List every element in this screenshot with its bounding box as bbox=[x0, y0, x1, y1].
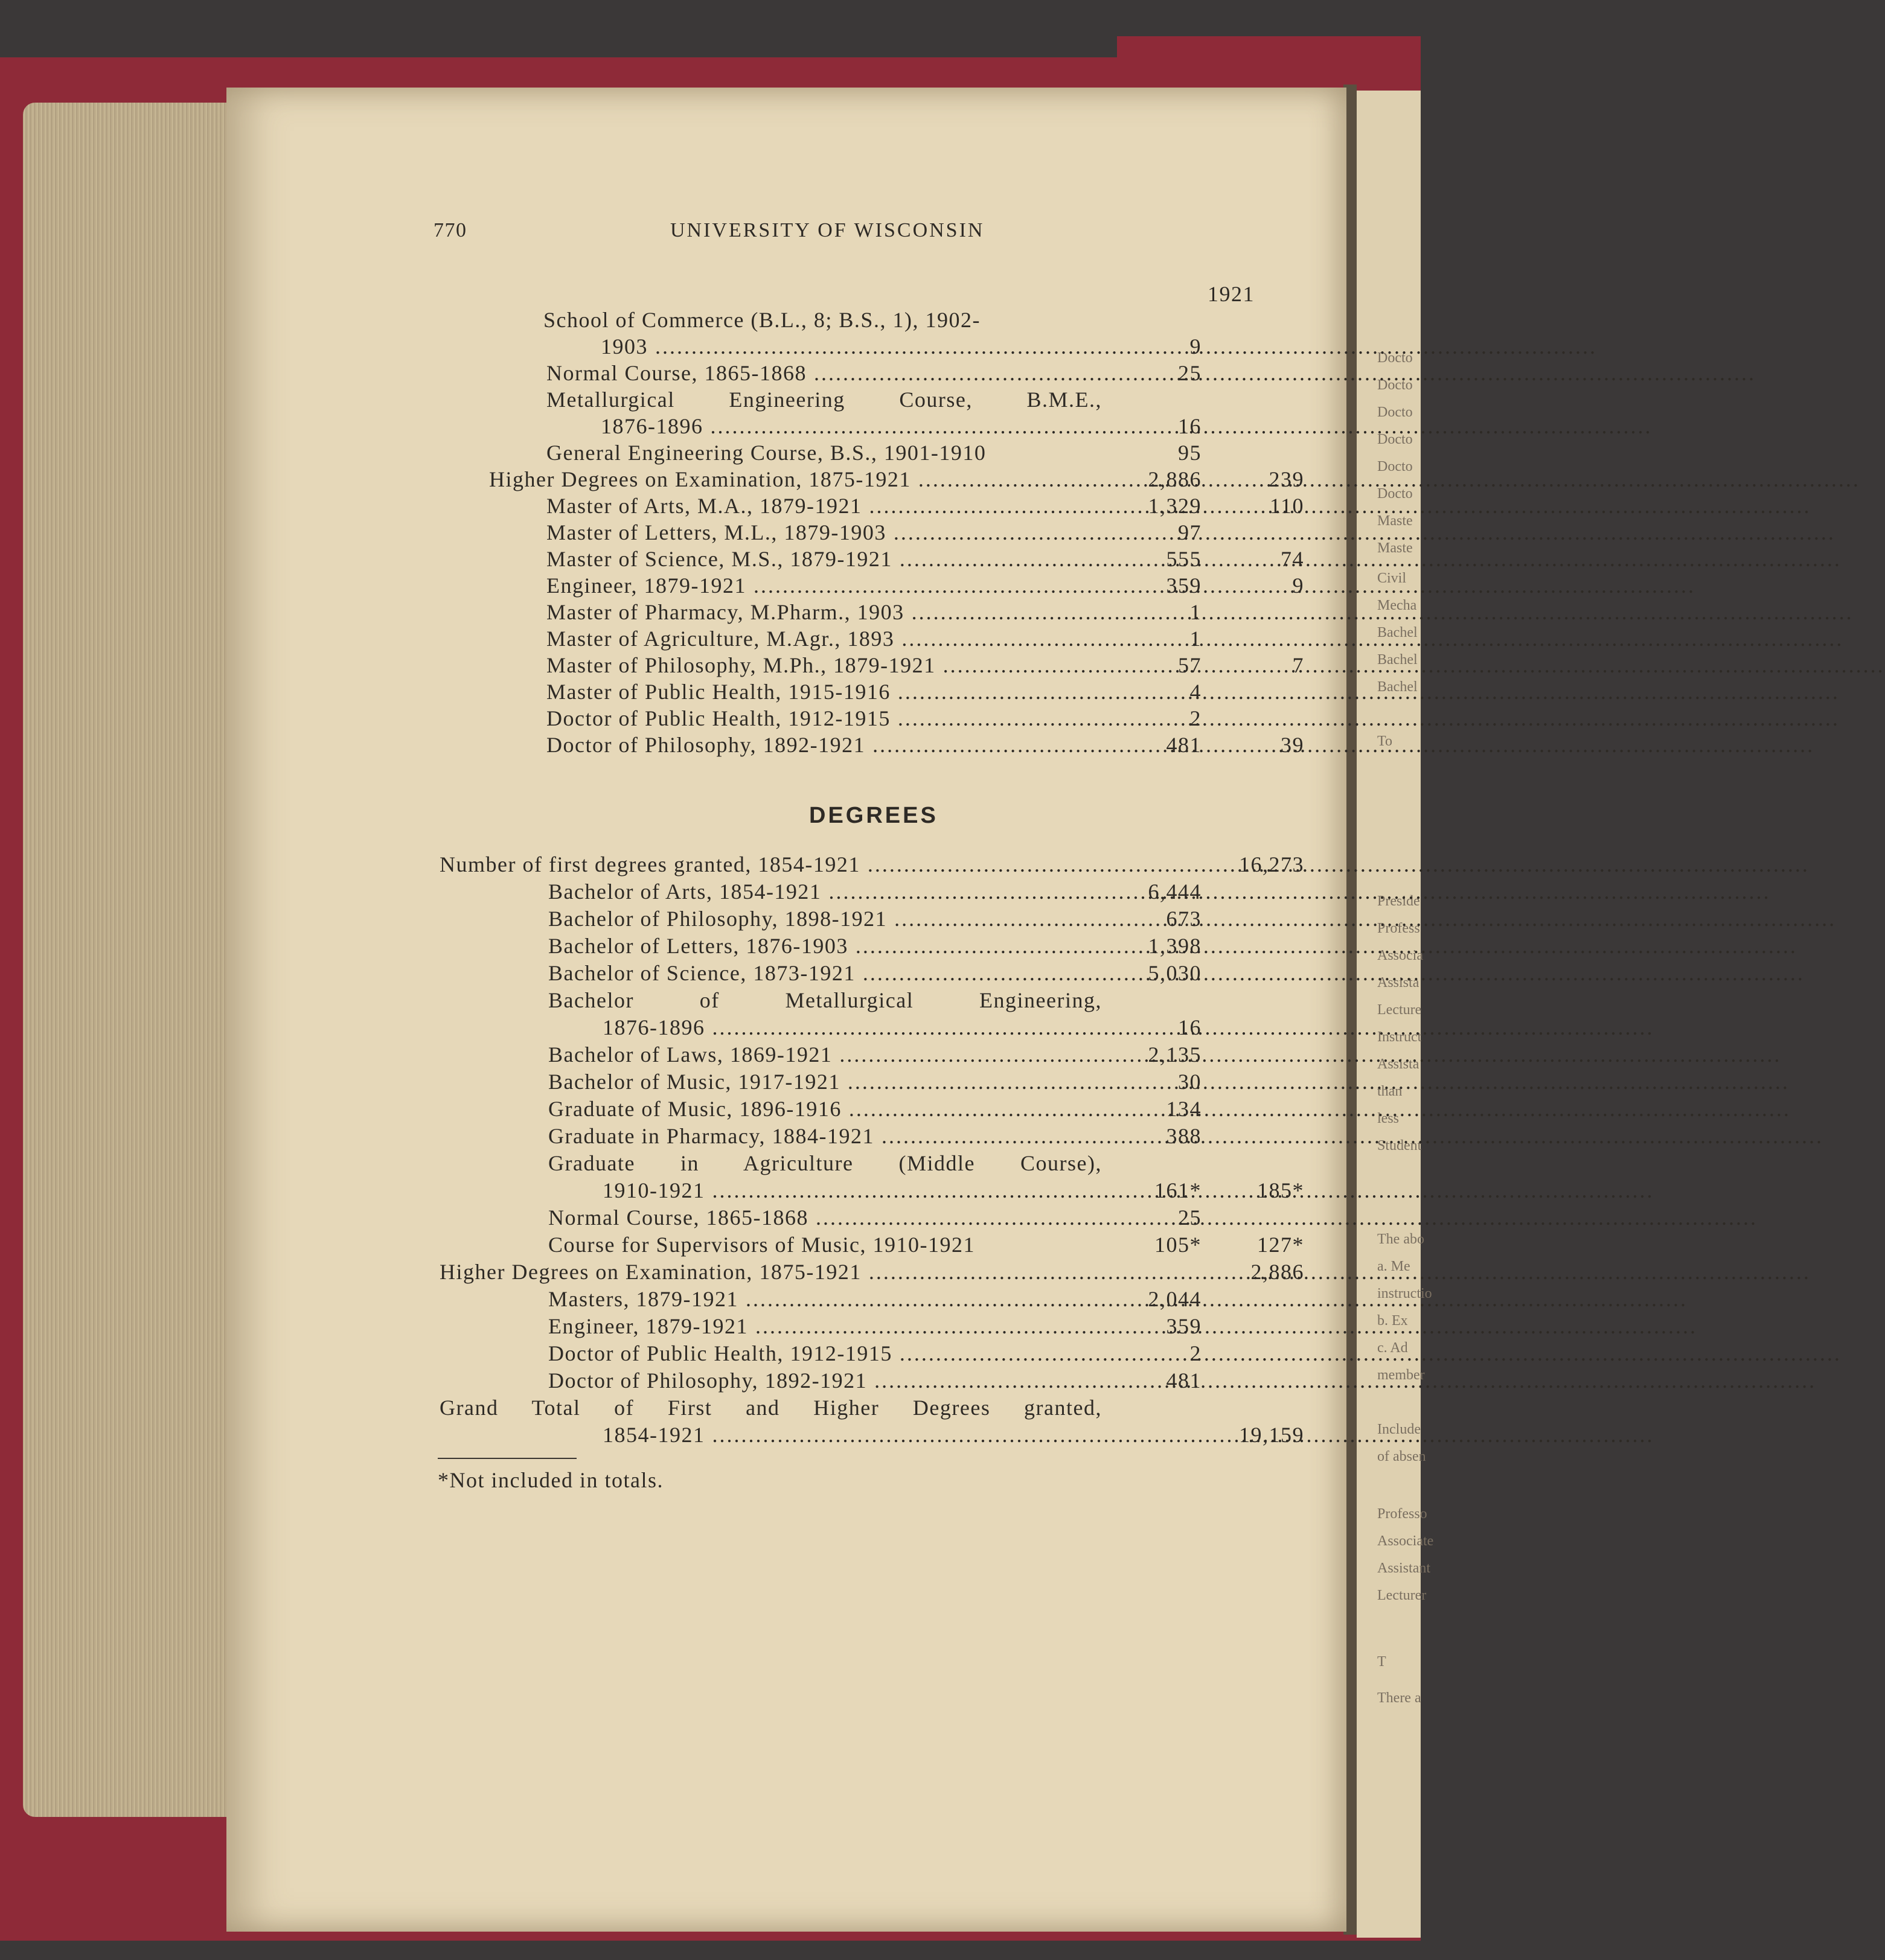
row-label: Graduate of Music, 1896-1916 ..... bbox=[548, 1096, 1102, 1122]
table-row bbox=[440, 1259, 1304, 1285]
value-count: 105* bbox=[1154, 1233, 1202, 1257]
facing-page-fragment: To bbox=[1377, 733, 1392, 749]
value-count: 481 bbox=[1166, 733, 1202, 757]
value-count: 161* bbox=[1154, 1178, 1202, 1202]
footnote: *Not included in totals. bbox=[438, 1468, 664, 1492]
table-row bbox=[603, 1422, 1304, 1448]
row-label: Normal Course, 1865-1868 ..... bbox=[546, 360, 1102, 386]
value-1921: 127* bbox=[1257, 1233, 1304, 1257]
value-1921: 39 bbox=[1281, 733, 1304, 757]
table-row bbox=[548, 1340, 1304, 1367]
table-row bbox=[603, 1177, 1304, 1204]
facing-page-fragment: Preside bbox=[1377, 893, 1420, 909]
value-count: 57 bbox=[1178, 653, 1202, 677]
value-1921: 2,886 bbox=[1250, 1260, 1304, 1284]
table-row bbox=[440, 1394, 1304, 1421]
row-label: Course for Supervisors of Music, 1910-1921 bbox=[548, 1233, 975, 1257]
facing-page-fragment: Docto bbox=[1377, 486, 1413, 502]
row-label: Master of Arts, M.A., 1879-1921 ..... bbox=[546, 493, 1102, 519]
value-count: 4 bbox=[1189, 680, 1202, 704]
facing-page-fragment: member bbox=[1377, 1367, 1425, 1383]
facing-page-fragment: a. Me bbox=[1377, 1259, 1410, 1274]
table-row bbox=[548, 1204, 1304, 1231]
facing-page-fragment: Assista bbox=[1377, 1056, 1419, 1072]
row-label: Master of Pharmacy, M.Pharm., 1903 ..... bbox=[546, 599, 1102, 625]
facing-page-fragment: Docto bbox=[1377, 432, 1413, 447]
row-label: Bachelor of Science, 1873-1921 ..... bbox=[548, 960, 1102, 986]
table-row bbox=[546, 705, 1304, 732]
row-label: Masters, 1879-1921 ..... bbox=[548, 1286, 1102, 1312]
table-row bbox=[546, 599, 1304, 625]
value-1921: 110 bbox=[1269, 494, 1304, 518]
table-row bbox=[546, 519, 1304, 546]
facing-page-fragment: Docto bbox=[1377, 377, 1413, 393]
table-row bbox=[548, 987, 1304, 1014]
facing-page-fragment: Instruct bbox=[1377, 1029, 1422, 1045]
value-count: 16 bbox=[1178, 414, 1202, 438]
value-1921: 239 bbox=[1269, 467, 1304, 491]
row-label: Doctor of Public Health, 1912-1915 ..... bbox=[548, 1340, 1102, 1367]
table-row bbox=[601, 413, 1304, 439]
value-count: 481 bbox=[1166, 1368, 1202, 1393]
value-count: 2 bbox=[1189, 1341, 1202, 1365]
facing-page-fragment: Maste bbox=[1377, 513, 1413, 529]
row-label: Higher Degrees on Examination, 1875-1921 ..... bbox=[489, 466, 1102, 493]
facing-page-fragment: Mecha bbox=[1377, 598, 1417, 613]
table-row bbox=[548, 1313, 1304, 1339]
table-row bbox=[546, 572, 1304, 599]
value-count: 95 bbox=[1178, 441, 1202, 465]
value-count: 9 bbox=[1189, 334, 1202, 359]
row-label: Engineer, 1879-1921 ..... bbox=[546, 572, 1102, 599]
table-row bbox=[548, 1231, 1304, 1258]
row-label: Master of Science, M.S., 1879-1921 ..... bbox=[546, 546, 1102, 572]
row-label: Graduate in Agriculture (Middle Course), bbox=[548, 1151, 1102, 1175]
facing-page-fragment: Lecturer bbox=[1377, 1588, 1427, 1603]
table-row bbox=[489, 466, 1304, 493]
value-count: 1,398 bbox=[1148, 934, 1202, 958]
value-count: 134 bbox=[1166, 1097, 1202, 1121]
value-1921: 16,273 bbox=[1239, 852, 1304, 876]
row-label: Metallurgical Engineering Course, B.M.E., bbox=[546, 388, 1102, 412]
facing-page-fragment: T bbox=[1377, 1654, 1386, 1670]
table-row bbox=[548, 1123, 1304, 1149]
table-row bbox=[548, 1068, 1304, 1095]
facing-page-fragment: c. Ad bbox=[1377, 1340, 1408, 1356]
row-label: 1910-1921 ..... bbox=[603, 1177, 1102, 1204]
page-number: 770 bbox=[434, 219, 467, 241]
table-row bbox=[546, 493, 1304, 519]
row-label: Normal Course, 1865-1868 ..... bbox=[548, 1204, 1102, 1231]
row-label: Doctor of Philosophy, 1892-1921 ..... bbox=[546, 732, 1102, 758]
value-count: 5,030 bbox=[1148, 961, 1202, 985]
row-label: Master of Public Health, 1915-1916 ..... bbox=[546, 678, 1102, 705]
table-row bbox=[548, 933, 1304, 959]
value-count: 97 bbox=[1178, 520, 1202, 544]
row-label: School of Commerce (B.L., 8; B.S., 1), 1902- bbox=[543, 308, 981, 332]
row-label: Graduate in Pharmacy, 1884-1921 ..... bbox=[548, 1123, 1102, 1149]
table-row bbox=[546, 625, 1304, 652]
facing-page-fragment: The abo bbox=[1377, 1231, 1424, 1247]
value-count: 555 bbox=[1166, 547, 1202, 571]
table-row bbox=[548, 905, 1304, 932]
facing-page-fragment: Assistant bbox=[1377, 1560, 1431, 1576]
column-year: 1921 bbox=[1208, 282, 1255, 306]
degrees-heading: DEGREES bbox=[809, 803, 938, 828]
facing-page-fragment: Lecture bbox=[1377, 1002, 1422, 1018]
facing-page-fragment: than bbox=[1377, 1084, 1403, 1099]
facing-page-fragment: Docto bbox=[1377, 350, 1413, 366]
value-1921: 9 bbox=[1292, 573, 1304, 598]
table-row bbox=[548, 1041, 1304, 1068]
value-count: 1,329 bbox=[1148, 494, 1202, 518]
row-label: Master of Letters, M.L., 1879-1903 ..... bbox=[546, 519, 1102, 546]
value-count: 25 bbox=[1178, 361, 1202, 385]
row-label: Number of first degrees granted, 1854-1921 ..... bbox=[440, 851, 1102, 878]
facing-page-fragment: Include bbox=[1377, 1422, 1421, 1437]
facing-page-fragment: Docto bbox=[1377, 459, 1413, 474]
table-row bbox=[546, 678, 1304, 705]
table-row bbox=[543, 307, 1304, 333]
value-count: 359 bbox=[1166, 573, 1202, 598]
page-edges bbox=[23, 103, 240, 1817]
running-title: UNIVERSITY OF WISCONSIN bbox=[670, 219, 985, 241]
table-row bbox=[548, 1286, 1304, 1312]
table-row bbox=[548, 1150, 1304, 1176]
table-row bbox=[603, 1014, 1304, 1041]
row-label: 1903 ..... bbox=[601, 333, 1102, 360]
facing-page-fragment: of absen bbox=[1377, 1449, 1426, 1464]
row-label: 1854-1921 ..... bbox=[603, 1422, 1102, 1448]
facing-page-fragment: Bachel bbox=[1377, 625, 1418, 640]
value-count: 388 bbox=[1166, 1124, 1202, 1148]
row-label: Master of Agriculture, M.Agr., 1893 ..... bbox=[546, 625, 1102, 652]
row-label: Bachelor of Philosophy, 1898-1921 ..... bbox=[548, 905, 1102, 932]
facing-page-fragment: b. Ex bbox=[1377, 1313, 1408, 1329]
value-count: 2,886 bbox=[1148, 467, 1202, 491]
value-count: 1 bbox=[1189, 600, 1202, 624]
table-row bbox=[548, 1096, 1304, 1122]
row-label: 1876-1896 ..... bbox=[603, 1014, 1102, 1041]
value-1921: 74 bbox=[1281, 547, 1304, 571]
facing-page-fragment: less bbox=[1377, 1111, 1399, 1126]
book-cover-top bbox=[1117, 36, 1421, 91]
value-count: 16 bbox=[1178, 1015, 1202, 1039]
facing-page-fragment: Profess bbox=[1377, 921, 1420, 936]
row-label: Engineer, 1879-1921 ..... bbox=[548, 1313, 1102, 1339]
table-row bbox=[546, 732, 1304, 758]
facing-page-fragment: Associa bbox=[1377, 948, 1423, 963]
value-count: 30 bbox=[1178, 1070, 1202, 1094]
facing-page-fragment: There a bbox=[1377, 1690, 1421, 1706]
row-label: Bachelor of Arts, 1854-1921 ..... bbox=[548, 878, 1102, 905]
value-1921: 185* bbox=[1257, 1178, 1304, 1202]
facing-page-fragment: Docto bbox=[1377, 404, 1413, 420]
row-label: Bachelor of Metallurgical Engineering, bbox=[548, 988, 1102, 1012]
table-row bbox=[546, 360, 1304, 386]
value-count: 1 bbox=[1189, 627, 1202, 651]
table-row bbox=[546, 546, 1304, 572]
row-label: Doctor of Public Health, 1912-1915 ..... bbox=[546, 705, 1102, 732]
row-label: Higher Degrees on Examination, 1875-1921 ..... bbox=[440, 1259, 1102, 1285]
facing-page-fragment: Civil bbox=[1377, 570, 1407, 586]
value-count: 6,444 bbox=[1148, 879, 1202, 904]
facing-page-fragment: Bachel bbox=[1377, 679, 1418, 695]
table-row bbox=[440, 851, 1304, 878]
row-label: Bachelor of Music, 1917-1921 ..... bbox=[548, 1068, 1102, 1095]
row-label: 1876-1896 ..... bbox=[601, 413, 1102, 439]
facing-page-fragment: Maste bbox=[1377, 540, 1413, 556]
row-label: Master of Philosophy, M.Ph., 1879-1921 ..... bbox=[546, 652, 1102, 678]
value-count: 359 bbox=[1166, 1314, 1202, 1338]
facing-page-fragment: Bachel bbox=[1377, 652, 1418, 668]
facing-page-fragment: Associate bbox=[1377, 1533, 1434, 1549]
table-row bbox=[601, 333, 1304, 360]
value-count: 25 bbox=[1178, 1205, 1202, 1230]
row-label: Doctor of Philosophy, 1892-1921 ..... bbox=[548, 1367, 1102, 1394]
table-row bbox=[548, 878, 1304, 905]
facing-page-fragment: instructio bbox=[1377, 1286, 1432, 1301]
value-1921: 19,159 bbox=[1239, 1423, 1304, 1447]
table-row bbox=[546, 386, 1304, 413]
facing-page-fragment: Student bbox=[1377, 1138, 1422, 1154]
value-count: 2 bbox=[1189, 706, 1202, 730]
row-label: Bachelor of Laws, 1869-1921 ..... bbox=[548, 1041, 1102, 1068]
row-label: Grand Total of First and Higher Degrees granted, bbox=[440, 1396, 1102, 1420]
table-row bbox=[546, 652, 1304, 678]
table-row bbox=[546, 439, 1304, 466]
facing-page-fragment: Assista bbox=[1377, 975, 1419, 991]
value-count: 673 bbox=[1166, 907, 1202, 931]
value-count: 2,135 bbox=[1148, 1042, 1202, 1067]
row-label: General Engineering Course, B.S., 1901-1910 bbox=[546, 441, 987, 465]
table-row bbox=[548, 960, 1304, 986]
row-label: Bachelor of Letters, 1876-1903 ..... bbox=[548, 933, 1102, 959]
value-count: 2,044 bbox=[1148, 1287, 1202, 1311]
footnote-rule bbox=[438, 1458, 577, 1459]
facing-page-fragment: Professo bbox=[1377, 1506, 1427, 1522]
table-row bbox=[548, 1367, 1304, 1394]
value-1921: 7 bbox=[1292, 653, 1304, 677]
